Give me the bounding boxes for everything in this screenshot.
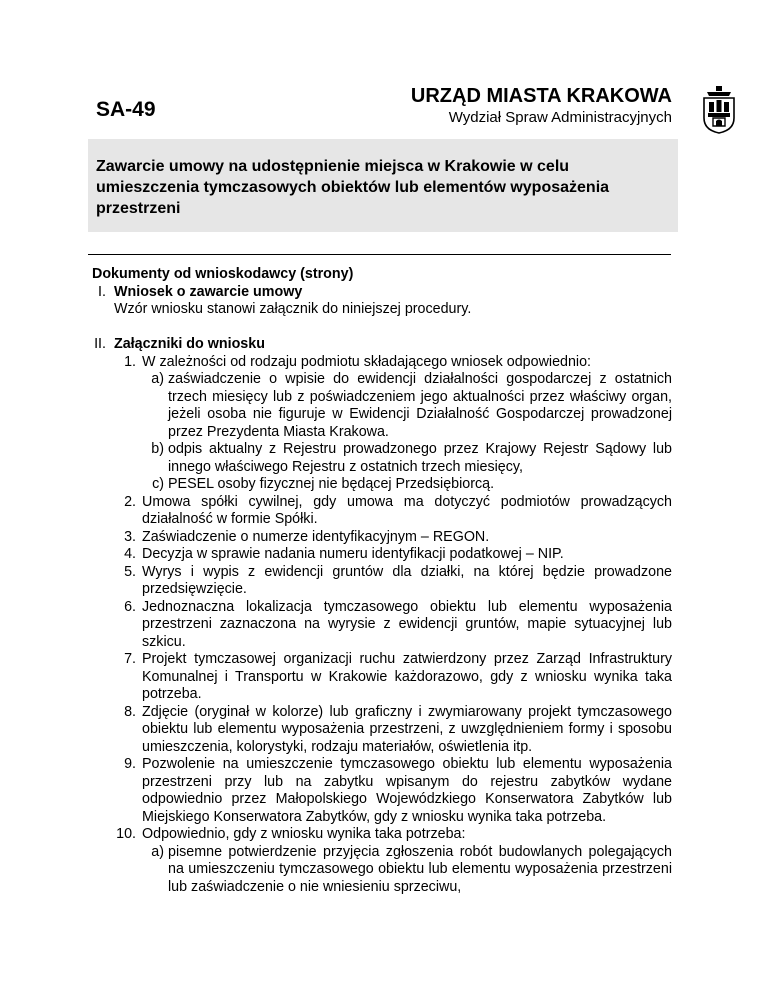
procedure-title: Zawarcie umowy na udostępnienie miejsca w Krakowie w celu umieszczenia tymczasowych obiektów lub elementów wyposażenia przestrzeni (96, 158, 610, 217)
sub-item-text: zaświadczenie o wpisie do ewidencji działalności gospodarczej z ostatnich trzech miesięcy lub z poświadczeniem jego aktualności przez właściwy organ, jeżeli osoba nie figuruje w Ewidencji Działalność Gospodarczej prowadzonej przez Prezydenta Miasta Krakowa. (168, 371, 672, 440)
item-number: 9. (124, 756, 136, 772)
procedure-code: SA-49 (96, 98, 156, 121)
list-item (114, 529, 672, 547)
list-item (114, 354, 672, 372)
procedure-title-box (88, 139, 678, 232)
sub-item-letter: a) (151, 843, 164, 860)
part-2 (92, 336, 672, 896)
part-1-numeral: I. (98, 283, 106, 300)
sub-item (114, 844, 672, 897)
sub-item-text: pisemne potwierdzenie przyjęcia zgłoszenia robót budowlanych polegających na umieszczeniu tymczasowego obiektu lub elementu wyposażenia przestrzeni lub zaświadczenie o nie wniesieniu sprzeciwu, (168, 843, 672, 895)
office-name: URZĄD MIASTA KRAKOWA (410, 85, 672, 107)
item-number: 7. (124, 651, 136, 667)
item-number: 3. (124, 528, 136, 545)
sub-item (114, 371, 672, 441)
item-number: 2. (124, 493, 136, 510)
item-text: Decyzja w sprawie nadania numeru identyfikacji podatkowej – NIP. (142, 546, 564, 562)
krakow-coat-of-arms-icon (701, 84, 737, 134)
item-text: Projekt tymczasowej organizacji ruchu zatwierdzony przez Zarząd Infrastruktury Komunalnej i Transportu w Krakowie każdorazowo, gdy z wniosku wynika taka potrzeba. (142, 651, 672, 702)
item-number: 4. (124, 546, 136, 562)
item-number: 8. (124, 703, 136, 720)
list-item (114, 494, 672, 529)
part-2-numeral: II. (94, 336, 106, 352)
item-number: 6. (124, 598, 136, 615)
sub-item-text: odpis aktualny z Rejestru prowadzonego przez Krajowy Rejestr Sądowy lub innego właściwego Rejestru z ostatnich trzech miesięcy, (168, 441, 672, 475)
part-1-heading: Wniosek o zawarcie umowy (114, 283, 303, 300)
item-text: Zaświadczenie o numerze identyfikacyjnym – REGON. (142, 528, 490, 545)
sub-item-text: PESEL osoby fizycznej nie będącej Przedsiębiorcą. (168, 476, 495, 492)
item-text: Pozwolenie na umieszczenie tymczasowego obiektu lub elementu wyposażenia przestrzeni przy lub na zabytku wpisanym do rejestru zabytków wydane odpowiednio przez Małopolskiego Wojewódzkiego Konserwatora Zabytków lub Miejskiego Konserwatora Zabytków, gdy z wniosku wynika taka potrzeba. (142, 756, 672, 825)
list-item (114, 651, 672, 704)
item-text: W zależności od rodzaju podmiotu składającego wniosek odpowiednio: (142, 353, 592, 370)
item-text: Umowa spółki cywilnej, gdy umowa ma dotyczyć podmiotów prowadzących działalność w formie Spółki. (142, 493, 672, 527)
item-number: 1. (124, 353, 136, 370)
sub-item (114, 476, 672, 494)
list-item (114, 704, 672, 757)
part-2-heading: Załączniki do wniosku (114, 336, 265, 352)
document-body (92, 266, 672, 896)
sub-item-letter: b) (151, 441, 164, 457)
section-heading: Dokumenty od wnioskodawcy (strony) (92, 266, 354, 282)
list-item (114, 599, 672, 652)
item-text: Zdjęcie (oryginał w kolorze) lub graficzny i zwymiarowany projekt tymczasowego obiektu lub elementu wyposażenia przestrzeni, z uwzględnieniem formy i sposobu umieszczenia, kolorystyki, rodzaju materiałów, oświetlenia itp. (142, 703, 672, 755)
sub-item-letter: a) (151, 371, 164, 387)
item-number: 10. (116, 826, 136, 842)
list-item (114, 546, 672, 564)
sub-item (114, 441, 672, 476)
item-text: Jednoznaczna lokalizacja tymczasowego obiektu lub elementu wyposażenia przestrzeni zaznaczona na wyrysie z ewidencji gruntów, mapie sytuacyjnej lub szkicu. (142, 598, 672, 650)
divider (88, 254, 671, 255)
list-item (114, 826, 672, 844)
part-1-text: Wzór wniosku stanowi załącznik do niniejszej procedury. (114, 301, 472, 317)
attachments-list (92, 354, 672, 897)
office-header (411, 84, 672, 128)
department-name: Wydział Spraw Administracyjnych (448, 109, 672, 126)
list-item (114, 756, 672, 826)
item-text: Wyrys i wypis z ewidencji gruntów dla działki, na której będzie prowadzone przedsięwzięcie. (142, 563, 672, 597)
list-item (114, 564, 672, 599)
sub-item-letter: c) (152, 476, 164, 492)
item-text: Odpowiednio, gdy z wniosku wynika taka potrzeba: (142, 826, 466, 842)
part-1 (92, 284, 672, 319)
item-number: 5. (124, 563, 136, 580)
